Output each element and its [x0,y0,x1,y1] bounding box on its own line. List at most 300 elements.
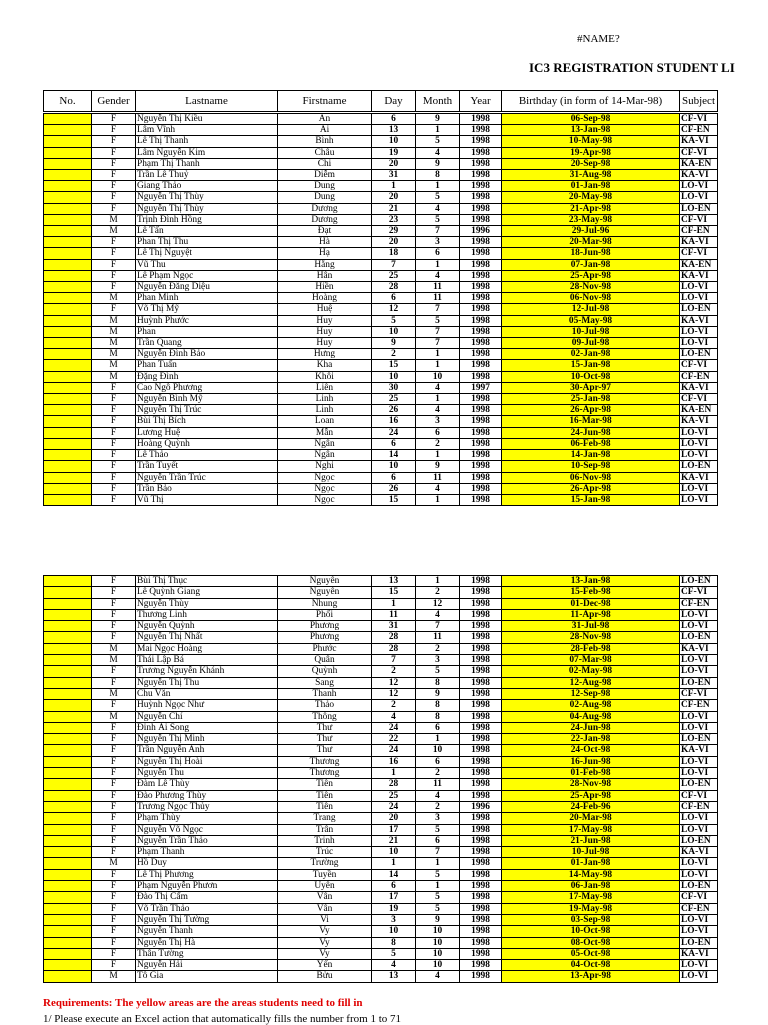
month-cell[interactable]: 5 [416,192,460,203]
no-cell[interactable] [44,136,92,147]
month-cell[interactable]: 12 [416,598,460,609]
firstname-cell[interactable]: Nguyên [278,576,372,587]
gender-cell[interactable]: F [92,847,136,858]
lastname-cell[interactable]: Lê Thảo [136,450,278,461]
gender-cell[interactable]: F [92,472,136,483]
subject-cell[interactable]: LO-VI [680,427,718,438]
day-cell[interactable]: 25 [372,394,416,405]
firstname-cell[interactable]: Vy [278,948,372,959]
month-cell[interactable]: 1 [416,734,460,745]
year-cell[interactable]: 1998 [460,835,502,846]
month-cell[interactable]: 11 [416,293,460,304]
day-cell[interactable]: 15 [372,494,416,505]
day-cell[interactable]: 24 [372,801,416,812]
birthday-cell[interactable]: 29-Jul-96 [502,226,680,237]
year-cell[interactable]: 1998 [460,903,502,914]
month-cell[interactable]: 4 [416,203,460,214]
birthday-cell[interactable]: 10-Oct-98 [502,371,680,382]
year-cell[interactable]: 1997 [460,382,502,393]
year-cell[interactable]: 1998 [460,914,502,925]
birthday-cell[interactable]: 01-Jan-98 [502,858,680,869]
firstname-cell[interactable]: Phương [278,632,372,643]
lastname-cell[interactable]: Lê Phạm Ngọc [136,270,278,281]
firstname-cell[interactable]: Nghi [278,461,372,472]
day-cell[interactable]: 10 [372,136,416,147]
day-cell[interactable]: 4 [372,960,416,971]
no-cell[interactable] [44,181,92,192]
day-cell[interactable]: 26 [372,483,416,494]
firstname-cell[interactable]: Ngọc [278,494,372,505]
lastname-cell[interactable]: Phan Thị Thu [136,237,278,248]
gender-cell[interactable]: F [92,666,136,677]
birthday-cell[interactable]: 28-Nov-98 [502,282,680,293]
birthday-cell[interactable]: 06-Sep-98 [502,114,680,125]
no-cell[interactable] [44,371,92,382]
no-cell[interactable] [44,349,92,360]
subject-cell[interactable]: CF-EN [680,903,718,914]
year-cell[interactable]: 1998 [460,450,502,461]
subject-cell[interactable]: LO-VI [680,621,718,632]
month-cell[interactable]: 4 [416,483,460,494]
gender-cell[interactable]: F [92,248,136,259]
no-cell[interactable] [44,394,92,405]
month-cell[interactable]: 7 [416,326,460,337]
no-cell[interactable] [44,688,92,699]
month-cell[interactable]: 8 [416,700,460,711]
subject-cell[interactable]: LO-EN [680,349,718,360]
no-cell[interactable] [44,237,92,248]
gender-cell[interactable]: F [92,114,136,125]
no-cell[interactable] [44,768,92,779]
birthday-cell[interactable]: 06-Nov-98 [502,472,680,483]
year-cell[interactable]: 1998 [460,688,502,699]
month-cell[interactable]: 5 [416,666,460,677]
day-cell[interactable]: 24 [372,427,416,438]
firstname-cell[interactable]: Trân [278,824,372,835]
lastname-cell[interactable]: Trần Nguyễn Anh [136,745,278,756]
year-cell[interactable]: 1998 [460,326,502,337]
gender-cell[interactable]: F [92,427,136,438]
year-cell[interactable]: 1998 [460,858,502,869]
firstname-cell[interactable]: Hiền [278,282,372,293]
day-cell[interactable]: 17 [372,892,416,903]
month-cell[interactable]: 10 [416,926,460,937]
firstname-cell[interactable]: Yến [278,960,372,971]
day-cell[interactable]: 21 [372,835,416,846]
year-cell[interactable]: 1998 [460,125,502,136]
birthday-cell[interactable]: 11-Apr-98 [502,609,680,620]
year-cell[interactable]: 1998 [460,293,502,304]
birthday-cell[interactable]: 19-Apr-98 [502,147,680,158]
birthday-cell[interactable]: 18-Jun-98 [502,248,680,259]
gender-cell[interactable]: F [92,824,136,835]
birthday-cell[interactable]: 03-Sep-98 [502,914,680,925]
birthday-cell[interactable]: 24-Oct-98 [502,745,680,756]
year-cell[interactable]: 1998 [460,315,502,326]
firstname-cell[interactable]: An [278,114,372,125]
firstname-cell[interactable]: Thư [278,734,372,745]
day-cell[interactable]: 28 [372,643,416,654]
gender-cell[interactable]: F [92,869,136,880]
lastname-cell[interactable]: Nguyễn Thị Thùy [136,192,278,203]
no-cell[interactable] [44,405,92,416]
lastname-cell[interactable]: Trần Lê Thuỷ [136,170,278,181]
month-cell[interactable]: 4 [416,609,460,620]
day-cell[interactable]: 28 [372,779,416,790]
lastname-cell[interactable]: Cao Ngô Phương [136,382,278,393]
no-cell[interactable] [44,360,92,371]
month-cell[interactable]: 9 [416,114,460,125]
month-cell[interactable]: 4 [416,270,460,281]
birthday-cell[interactable]: 09-Jul-98 [502,338,680,349]
gender-cell[interactable]: F [92,734,136,745]
year-cell[interactable]: 1998 [460,926,502,937]
month-cell[interactable]: 4 [416,971,460,982]
gender-cell[interactable]: F [92,494,136,505]
lastname-cell[interactable]: Nguyễn Thị Trúc [136,405,278,416]
no-cell[interactable] [44,655,92,666]
no-cell[interactable] [44,937,92,948]
month-cell[interactable]: 6 [416,756,460,767]
day-cell[interactable]: 15 [372,587,416,598]
lastname-cell[interactable]: Lâm Nguyễn Kim [136,147,278,158]
month-cell[interactable]: 1 [416,450,460,461]
birthday-cell[interactable]: 15-Feb-98 [502,587,680,598]
no-cell[interactable] [44,801,92,812]
no-cell[interactable] [44,914,92,925]
month-cell[interactable]: 7 [416,226,460,237]
day-cell[interactable]: 1 [372,181,416,192]
gender-cell[interactable]: M [92,655,136,666]
birthday-cell[interactable]: 10-Oct-98 [502,926,680,937]
gender-cell[interactable]: F [92,960,136,971]
year-cell[interactable]: 1998 [460,237,502,248]
firstname-cell[interactable]: Tiên [278,801,372,812]
month-cell[interactable]: 7 [416,621,460,632]
lastname-cell[interactable]: Nguyễn Thị Thùy [136,203,278,214]
month-cell[interactable]: 1 [416,181,460,192]
birthday-cell[interactable]: 19-May-98 [502,903,680,914]
subject-cell[interactable]: KA-EN [680,405,718,416]
no-cell[interactable] [44,203,92,214]
subject-cell[interactable]: LO-EN [680,461,718,472]
gender-cell[interactable]: F [92,181,136,192]
lastname-cell[interactable]: Nguyễn Thu [136,768,278,779]
month-cell[interactable]: 4 [416,790,460,801]
firstname-cell[interactable]: Thảo [278,700,372,711]
firstname-cell[interactable]: Ái [278,125,372,136]
year-cell[interactable]: 1998 [460,869,502,880]
firstname-cell[interactable]: Bửu [278,971,372,982]
year-cell[interactable]: 1996 [460,801,502,812]
gender-cell[interactable]: F [92,903,136,914]
firstname-cell[interactable]: Hân [278,270,372,281]
year-cell[interactable]: 1998 [460,158,502,169]
month-cell[interactable]: 6 [416,427,460,438]
lastname-cell[interactable]: Phạm Nguyễn Phươn [136,881,278,892]
gender-cell[interactable]: F [92,382,136,393]
subject-cell[interactable]: LO-EN [680,779,718,790]
birthday-cell[interactable]: 02-Jan-98 [502,349,680,360]
month-cell[interactable]: 1 [416,394,460,405]
year-cell[interactable]: 1998 [460,214,502,225]
firstname-cell[interactable]: Huy [278,338,372,349]
lastname-cell[interactable]: Nguyễn Võ Ngọc [136,824,278,835]
day-cell[interactable]: 7 [372,259,416,270]
birthday-cell[interactable]: 10-Sep-98 [502,461,680,472]
gender-cell[interactable]: F [92,722,136,733]
subject-cell[interactable]: LO-VI [680,192,718,203]
month-cell[interactable]: 11 [416,632,460,643]
year-cell[interactable]: 1998 [460,881,502,892]
birthday-cell[interactable]: 28-Nov-98 [502,632,680,643]
month-cell[interactable]: 11 [416,282,460,293]
firstname-cell[interactable]: Trang [278,813,372,824]
month-cell[interactable]: 5 [416,824,460,835]
birthday-cell[interactable]: 23-May-98 [502,214,680,225]
subject-cell[interactable]: CF-VI [680,892,718,903]
lastname-cell[interactable]: Đinh Ái Song [136,722,278,733]
gender-cell[interactable]: F [92,779,136,790]
subject-cell[interactable]: LO-EN [680,881,718,892]
birthday-cell[interactable]: 06-Feb-98 [502,438,680,449]
no-cell[interactable] [44,926,92,937]
no-cell[interactable] [44,666,92,677]
day-cell[interactable]: 6 [372,114,416,125]
no-cell[interactable] [44,824,92,835]
no-cell[interactable] [44,756,92,767]
gender-cell[interactable]: M [92,643,136,654]
no-cell[interactable] [44,587,92,598]
gender-cell[interactable]: F [92,405,136,416]
birthday-cell[interactable]: 20-Mar-98 [502,237,680,248]
month-cell[interactable]: 10 [416,948,460,959]
gender-cell[interactable]: M [92,688,136,699]
lastname-cell[interactable]: Trần Bảo [136,483,278,494]
firstname-cell[interactable]: Huy [278,326,372,337]
birthday-cell[interactable]: 02-May-98 [502,666,680,677]
firstname-cell[interactable]: Uyên [278,881,372,892]
year-cell[interactable]: 1998 [460,114,502,125]
birthday-cell[interactable]: 15-Jan-98 [502,360,680,371]
year-cell[interactable]: 1998 [460,971,502,982]
day-cell[interactable]: 17 [372,824,416,835]
gender-cell[interactable]: F [92,270,136,281]
day-cell[interactable]: 13 [372,576,416,587]
lastname-cell[interactable]: Nguyễn Thị Kiều [136,114,278,125]
gender-cell[interactable]: F [92,438,136,449]
day-cell[interactable]: 6 [372,293,416,304]
birthday-cell[interactable]: 30-Apr-97 [502,382,680,393]
gender-cell[interactable]: F [92,587,136,598]
month-cell[interactable]: 1 [416,259,460,270]
no-cell[interactable] [44,677,92,688]
firstname-cell[interactable]: Liên [278,382,372,393]
year-cell[interactable]: 1998 [460,745,502,756]
firstname-cell[interactable]: Phương [278,621,372,632]
firstname-cell[interactable]: Hằng [278,259,372,270]
firstname-cell[interactable]: Linh [278,394,372,405]
firstname-cell[interactable]: Châu [278,147,372,158]
subject-cell[interactable]: LO-EN [680,835,718,846]
month-cell[interactable]: 2 [416,587,460,598]
no-cell[interactable] [44,125,92,136]
year-cell[interactable]: 1998 [460,416,502,427]
year-cell[interactable]: 1996 [460,226,502,237]
birthday-cell[interactable]: 31-Jul-98 [502,621,680,632]
lastname-cell[interactable]: Lê Quỳnh Giang [136,587,278,598]
month-cell[interactable]: 9 [416,158,460,169]
firstname-cell[interactable]: Huy [278,315,372,326]
lastname-cell[interactable]: Lâm Vĩnh [136,125,278,136]
birthday-cell[interactable]: 14-May-98 [502,869,680,880]
day-cell[interactable]: 1 [372,858,416,869]
birthday-cell[interactable]: 07-Mar-98 [502,655,680,666]
day-cell[interactable]: 2 [372,666,416,677]
subject-cell[interactable]: LO-VI [680,483,718,494]
year-cell[interactable]: 1998 [460,655,502,666]
gender-cell[interactable]: F [92,394,136,405]
birthday-cell[interactable]: 12-Jul-98 [502,304,680,315]
lastname-cell[interactable]: Mai Ngọc Hoàng [136,643,278,654]
subject-cell[interactable]: LO-VI [680,326,718,337]
no-cell[interactable] [44,114,92,125]
lastname-cell[interactable]: Nguyễn Thị Hoài [136,756,278,767]
month-cell[interactable]: 1 [416,576,460,587]
day-cell[interactable]: 6 [372,472,416,483]
day-cell[interactable]: 25 [372,790,416,801]
year-cell[interactable]: 1998 [460,813,502,824]
subject-cell[interactable]: CF-VI [680,360,718,371]
lastname-cell[interactable]: Nguyễn Thị Minh [136,734,278,745]
subject-cell[interactable]: KA-VI [680,416,718,427]
lastname-cell[interactable]: Trịnh Đình Hồng [136,214,278,225]
lastname-cell[interactable]: Bùi Thị Bích [136,416,278,427]
year-cell[interactable]: 1998 [460,643,502,654]
birthday-cell[interactable]: 06-Nov-98 [502,293,680,304]
month-cell[interactable]: 9 [416,688,460,699]
subject-cell[interactable]: LO-EN [680,304,718,315]
year-cell[interactable]: 1998 [460,711,502,722]
day-cell[interactable]: 3 [372,914,416,925]
month-cell[interactable]: 7 [416,338,460,349]
firstname-cell[interactable]: Phước [278,643,372,654]
subject-cell[interactable]: LO-VI [680,450,718,461]
firstname-cell[interactable]: Quân [278,655,372,666]
subject-cell[interactable]: LO-EN [680,677,718,688]
year-cell[interactable]: 1998 [460,948,502,959]
lastname-cell[interactable]: Hồ Duy [136,858,278,869]
gender-cell[interactable]: F [92,192,136,203]
month-cell[interactable]: 1 [416,881,460,892]
day-cell[interactable]: 24 [372,745,416,756]
subject-cell[interactable]: LO-VI [680,609,718,620]
gender-cell[interactable]: F [92,801,136,812]
subject-cell[interactable]: LO-VI [680,722,718,733]
firstname-cell[interactable]: Diễm [278,170,372,181]
lastname-cell[interactable]: Phan Minh [136,293,278,304]
lastname-cell[interactable]: Đặng Đình [136,371,278,382]
no-cell[interactable] [44,483,92,494]
year-cell[interactable]: 1998 [460,779,502,790]
no-cell[interactable] [44,461,92,472]
no-cell[interactable] [44,293,92,304]
no-cell[interactable] [44,711,92,722]
year-cell[interactable]: 1998 [460,734,502,745]
birthday-cell[interactable]: 12-Sep-98 [502,688,680,699]
birthday-cell[interactable]: 12-Aug-98 [502,677,680,688]
day-cell[interactable]: 6 [372,881,416,892]
gender-cell[interactable]: M [92,971,136,982]
lastname-cell[interactable]: Nguyễn Chí [136,711,278,722]
birthday-cell[interactable]: 16-Mar-98 [502,416,680,427]
gender-cell[interactable]: F [92,768,136,779]
firstname-cell[interactable]: Thư [278,722,372,733]
firstname-cell[interactable]: Trường [278,858,372,869]
year-cell[interactable]: 1998 [460,937,502,948]
day-cell[interactable]: 7 [372,655,416,666]
year-cell[interactable]: 1998 [460,270,502,281]
birthday-cell[interactable]: 25-Apr-98 [502,270,680,281]
lastname-cell[interactable]: Lê Thị Phương [136,869,278,880]
lastname-cell[interactable]: Võ Thị Mỹ [136,304,278,315]
birthday-cell[interactable]: 13-Apr-98 [502,971,680,982]
no-cell[interactable] [44,790,92,801]
day-cell[interactable]: 16 [372,416,416,427]
birthday-cell[interactable]: 10-Jul-98 [502,847,680,858]
month-cell[interactable]: 10 [416,937,460,948]
subject-cell[interactable]: KA-VI [680,948,718,959]
firstname-cell[interactable]: Huệ [278,304,372,315]
firstname-cell[interactable]: Kha [278,360,372,371]
month-cell[interactable]: 4 [416,147,460,158]
no-cell[interactable] [44,214,92,225]
month-cell[interactable]: 6 [416,835,460,846]
year-cell[interactable]: 1998 [460,248,502,259]
gender-cell[interactable]: F [92,745,136,756]
birthday-cell[interactable]: 24-Jun-98 [502,722,680,733]
firstname-cell[interactable]: Thương [278,756,372,767]
month-cell[interactable]: 5 [416,903,460,914]
year-cell[interactable]: 1998 [460,632,502,643]
day-cell[interactable]: 20 [372,158,416,169]
firstname-cell[interactable]: Thương [278,768,372,779]
month-cell[interactable]: 9 [416,461,460,472]
no-cell[interactable] [44,416,92,427]
gender-cell[interactable]: F [92,926,136,937]
lastname-cell[interactable]: Vũ Thu [136,259,278,270]
firstname-cell[interactable]: Chi [278,158,372,169]
gender-cell[interactable]: F [92,948,136,959]
subject-cell[interactable]: CF-EN [680,700,718,711]
lastname-cell[interactable]: Trương Ngọc Thủy [136,801,278,812]
month-cell[interactable]: 2 [416,801,460,812]
year-cell[interactable]: 1998 [460,756,502,767]
no-cell[interactable] [44,192,92,203]
no-cell[interactable] [44,971,92,982]
firstname-cell[interactable]: Ngọc [278,483,372,494]
day-cell[interactable]: 31 [372,621,416,632]
subject-cell[interactable]: LO-VI [680,756,718,767]
firstname-cell[interactable]: Tiên [278,790,372,801]
year-cell[interactable]: 1998 [460,427,502,438]
subject-cell[interactable]: KA-VI [680,315,718,326]
lastname-cell[interactable]: Lê Tấn [136,226,278,237]
day-cell[interactable]: 19 [372,903,416,914]
month-cell[interactable]: 2 [416,438,460,449]
firstname-cell[interactable]: Hà [278,237,372,248]
firstname-cell[interactable]: Dương [278,214,372,225]
